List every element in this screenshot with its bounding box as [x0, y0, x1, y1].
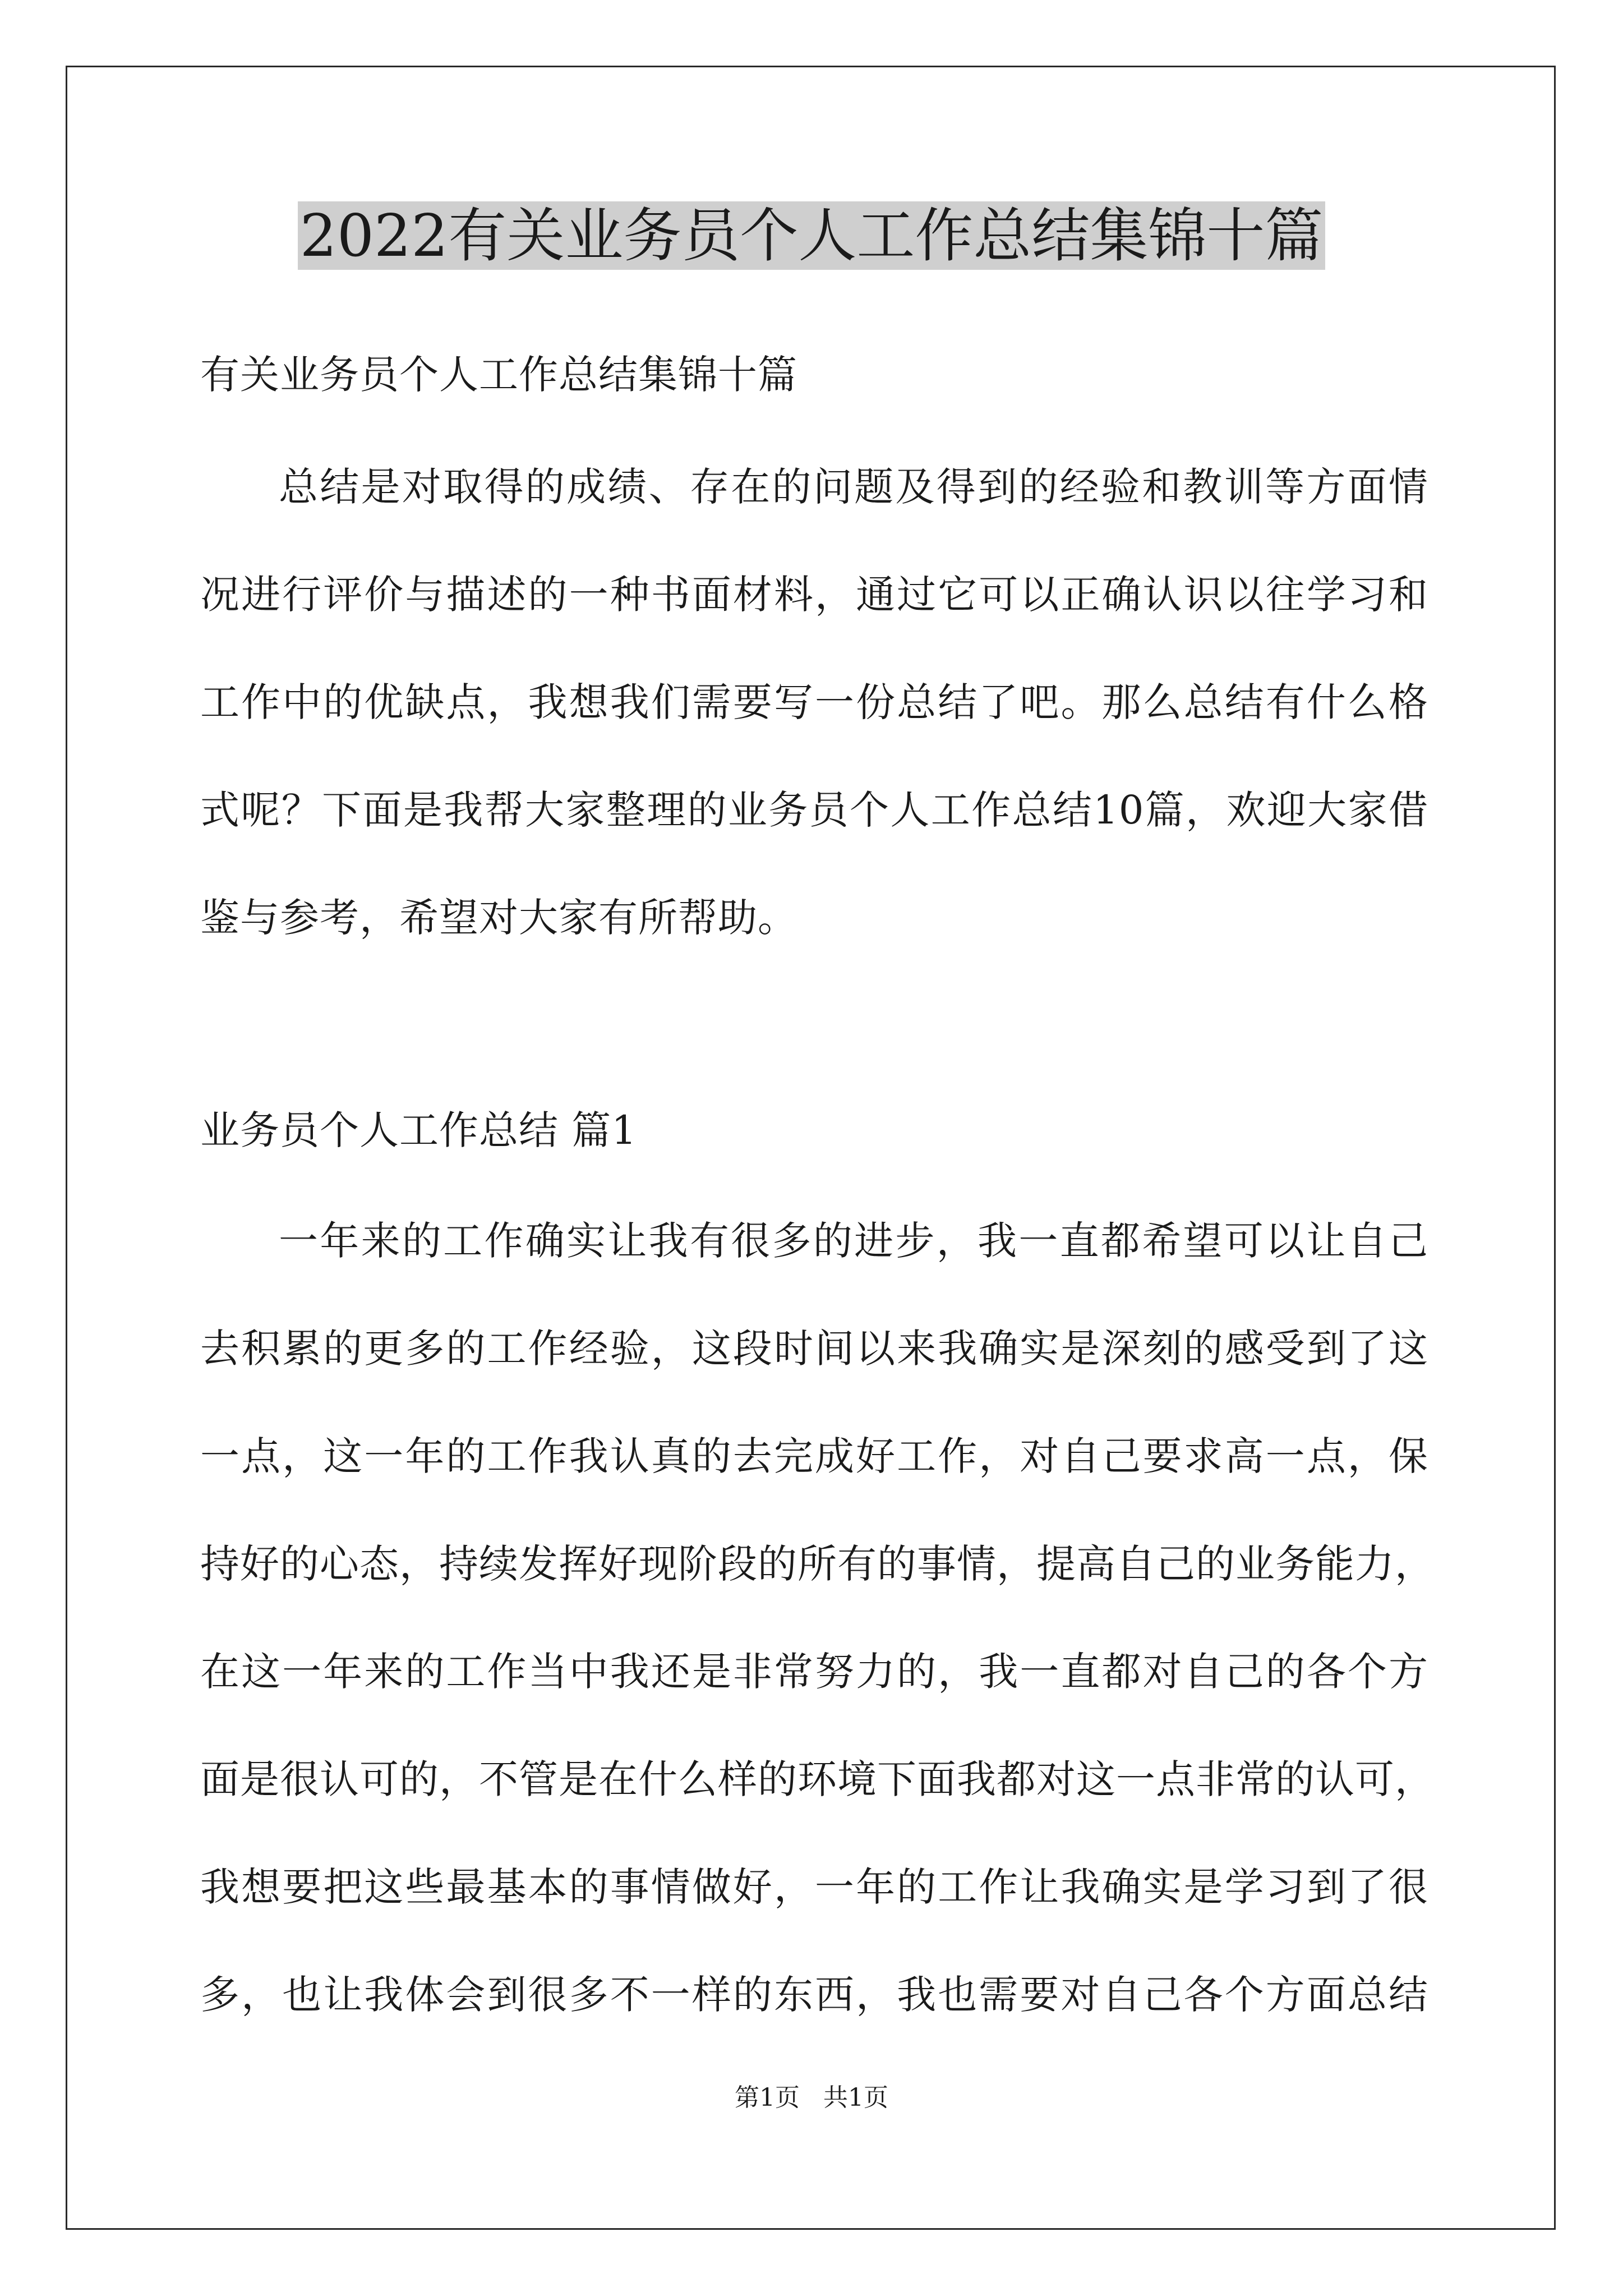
section-line-3: 一点，这一年的工作我认真的去完成好工作，对自己要求高一点，保 — [200, 1433, 1428, 1479]
intro-line-2: 况进行评价与描述的一种书面材料，通过它可以正确认识以往学习和 — [200, 572, 1428, 618]
section-heading: 业务员个人工作总结 篇1 — [200, 1107, 637, 1153]
intro-line-5: 鉴与参考，希望对大家有所帮助。 — [200, 895, 797, 941]
section-line-8: 多，也让我体会到很多不一样的东西，我也需要对自己各个方面总结 — [200, 1972, 1428, 2018]
document-title — [0, 194, 1623, 278]
intro-line-4: 式呢？下面是我帮大家整理的业务员个人工作总结10篇，欢迎大家借 — [200, 787, 1428, 833]
section-line-1: 一年来的工作确实让我有很多的进步，我一直都希望可以让自己 — [279, 1218, 1428, 1264]
intro-line-1: 总结是对取得的成绩、存在的问题及得到的经验和教训等方面情 — [279, 464, 1428, 510]
section-line-5: 在这一年来的工作当中我还是非常努力的，我一直都对自己的各个方 — [200, 1649, 1428, 1695]
section-line-2: 去积累的更多的工作经验，这段时间以来我确实是深刻的感受到了这 — [200, 1326, 1428, 1372]
page-footer: 第1页 共1页 — [735, 2083, 888, 2112]
section-line-4: 持好的心态，持续发挥好现阶段的所有的事情，提高自己的业务能力， — [200, 1541, 1435, 1587]
document-subtitle: 有关业务员个人工作总结集锦十篇 — [200, 352, 797, 398]
intro-line-3: 工作中的优缺点，我想我们需要写一份总结了吧。那么总结有什么格 — [200, 679, 1428, 725]
section-line-7: 我想要把这些最基本的事情做好，一年的工作让我确实是学习到了很 — [200, 1864, 1428, 1910]
document-title-text: 2022有关业务员个人工作总结集锦十篇 — [298, 201, 1326, 270]
section-line-6: 面是很认可的，不管是在什么样的环境下面我都对这一点非常的认可， — [200, 1756, 1435, 1802]
